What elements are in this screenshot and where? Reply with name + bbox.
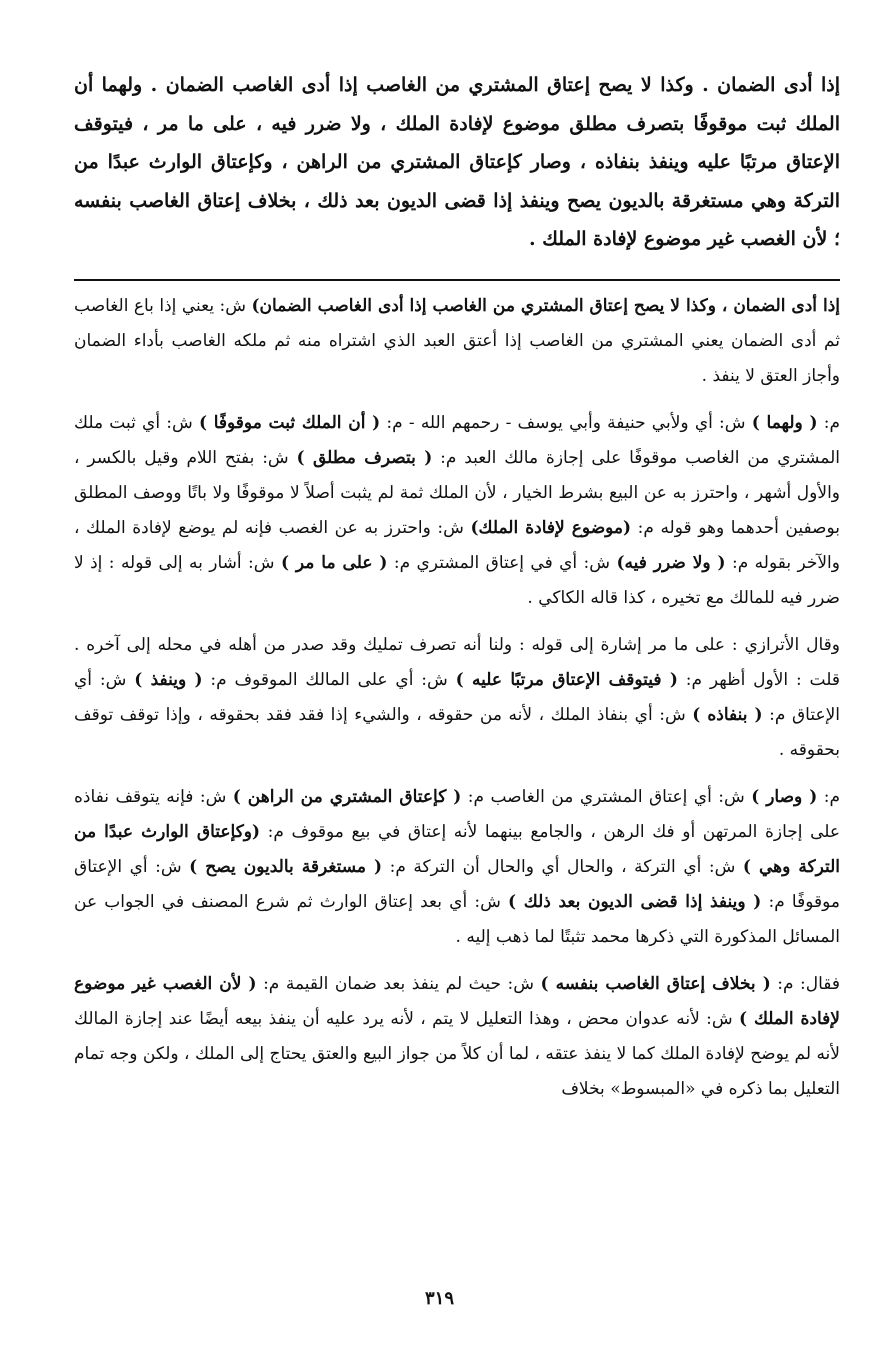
- commentary-text: ش: أي الإعتاق م:: [74, 669, 841, 725]
- commentary-text: ش: واحترز به عن الغصب فإنه لم يوضع لإفادة الملك ، والآخر بقوله م:: [74, 517, 840, 573]
- commentary-text: م:: [817, 786, 840, 807]
- commentary-paragraph-2: [74, 406, 840, 616]
- page-content: [74, 66, 840, 1119]
- commentary-paragraph-5: [74, 967, 840, 1107]
- commentary-paragraph-3: [74, 628, 840, 768]
- commentary-text: ش: أي في إعتاق المشتري م:: [387, 552, 617, 573]
- commentary-text: ش: يعني إذا باع الغاصب ثم أدى الضمان يعني المشتري من الغاصب إذا أعتق العبد الذي اشتراه منه ثم ملكه الغاصب بأداء الضمان وأجاز العتق لا ينفذ .: [74, 295, 840, 386]
- commentary-text: م:: [817, 412, 840, 433]
- commentary-text: ش: بفتح اللام وقيل بالكسر ، والأول أشهر ، واحترز به عن البيع بشرط الخيار ، لأن الملك ثمة لم يثبت أصلاً لا موقوفًا ولا باتًا ووصف المطلق بوصفين أحدهما وهو قوله م:: [74, 447, 840, 538]
- commentary-section: [74, 289, 840, 1107]
- commentary-text: ش: أي بعد إعتاق الوارث ثم شرع المصنف في الجواب عن المسائل المذكورة التي ذكرها محمد تثبتًا لما ذهب إليه .: [74, 891, 840, 947]
- quoted-matn: ( بنفاذه ): [692, 704, 763, 725]
- quoted-matn: ( وصار ): [751, 786, 818, 807]
- quoted-matn: (وكإعتاق الوارث عبدًا من التركة وهي ): [74, 821, 840, 877]
- commentary-text: ش: أشار به إلى قوله : إذ لا ضرر فيه للمالك مع تخيره ، كذا قاله الكاكي .: [74, 552, 840, 608]
- commentary-paragraph-1: [74, 289, 840, 394]
- matn-paragraph: إذا أدى الضمان . وكذا لا يصح إعتاق المشتري من الغاصب إذا أدى الغاصب الضمان . ولهما أن الملك ثبت موقوفًا بتصرف مطلق موضوع لإفادة الملك ، ولا ضرر فيه ، على ما مر ، فيتوقف الإعتاق مرتبًا عليه وينفذ بنفاذه ، وصار كإعتاق المشتري من الراهن ، وكإعتاق الوارث عبدًا من التركة وهي مستغرقة بالديون يصح وينفذ إذا قضى الديون بعد ذلك ، بخلاف إعتاق الغاصب بنفسه ؛ لأن الغصب غير موضوع لإفادة الملك .: [74, 74, 840, 250]
- quoted-matn: ( مستغرقة بالديون يصح ): [189, 856, 383, 877]
- commentary-text: ش: لأنه عدوان محض ، وهذا التعليل لا يتم ، لأنه يرد عليه أن ينفذ بيعه أيضًا عند إجازة المالك لأنه لم يوضح لإفادة الملك كما لا ينفذ عتقه ، لما أن كلاً من جواز البيع والعتق يحتاج إلى الملك ، ولكن وجه تمام التعليل بما ذكره في «المبسوط» بخلاف: [74, 1008, 840, 1099]
- commentary-text: فقال: م:: [770, 973, 841, 994]
- commentary-text: ش: أي التركة ، والحال أي والحال أن التركة م:: [382, 856, 743, 877]
- quoted-matn: ( بخلاف إعتاق الغاصب بنفسه ): [540, 973, 771, 994]
- commentary-text: ش: حيث لم ينفذ بعد ضمان القيمة م:: [256, 973, 541, 994]
- quoted-matn: إذا أدى الضمان ، وكذا لا يصح إعتاق المشتري من الغاصب إذا أدى الغاصب الضمان): [251, 295, 840, 316]
- commentary-paragraph-4: [74, 780, 840, 955]
- quoted-matn: ( أن الملك ثبت موقوفًا ): [198, 412, 381, 433]
- quoted-matn: ( وينفذ إذا قضى الديون بعد ذلك ): [508, 891, 762, 912]
- quoted-matn: ( لأن الغصب غير موضوع لإفادة الملك ): [74, 973, 841, 1029]
- separator-rule: [74, 279, 840, 281]
- quoted-matn: ( وينفذ ): [134, 669, 203, 690]
- commentary-text: ش: أي الإعتاق موقوفًا م:: [74, 856, 841, 912]
- quoted-matn: ( كإعتاق المشتري من الراهن ): [232, 786, 462, 807]
- quoted-matn: (موضوع لإفادة الملك): [470, 517, 632, 538]
- quoted-matn: ( ولا ضرر فيه): [616, 552, 726, 573]
- commentary-text: وقال الأترازي : على ما مر إشارة إلى قوله : ولنا أنه تصرف تمليك وقد صدر من أهله في محله إلى آخره . قلت : الأول أظهر م:: [74, 634, 840, 690]
- commentary-text: ش: أي على المالك الموقوف م:: [202, 669, 456, 690]
- quoted-matn: ( ولهما ): [751, 412, 818, 433]
- matn-text: [74, 66, 840, 259]
- commentary-text: ش: أي بنفاذ الملك ، لأنه من حقوقه ، والشيء إذا فقد فقد بحقوقه ، وإذا توقف توقف بحقوقه .: [74, 704, 840, 760]
- quoted-matn: ( فيتوقف الإعتاق مرتبًا عليه ): [455, 669, 678, 690]
- commentary-text: ش: أي إعتاق المشتري من الغاصب م:: [461, 786, 752, 807]
- page-number: ٣١٩: [424, 1288, 454, 1309]
- quoted-matn: ( على ما مر ): [280, 552, 388, 573]
- quoted-matn: ( بتصرف مطلق ): [296, 447, 433, 468]
- commentary-text: ش: أي ولأبي حنيفة وأبي يوسف - رحمهم الله - م:: [380, 412, 752, 433]
- commentary-text: ش: أي ثبت ملك المشتري من الغاصب موقوفًا على إجازة مالك العبد م:: [74, 412, 840, 468]
- commentary-text: ش: فإنه يتوقف نفاذه على إجازة المرتهن أو فك الرهن ، والجامع بينهما لأنه إعتاق في بيع موقوف م:: [74, 786, 841, 842]
